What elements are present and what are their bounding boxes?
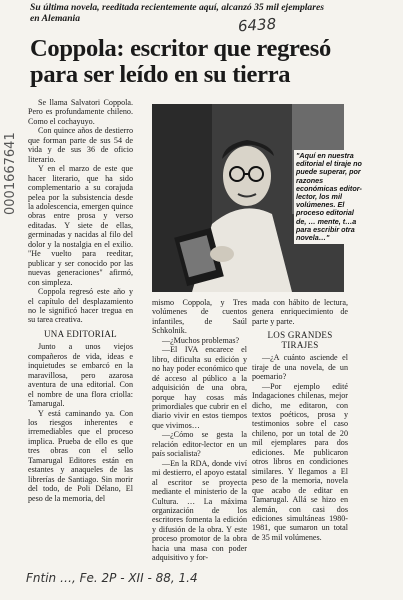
headline: Coppola: escritor que regresó para ser leído en su tierra [30,35,331,88]
paragraph: mismo Coppola, y Tres volúmenes de cuentos infantiles, de Saúl Schkolnik. [152,298,247,336]
paragraph: —El IVA encarece el libro, dificulta su edición y no hay poder económico que dé acceso al público a la adquisición de una obra, porque hay cosas más primordiales que cubrir en el diario vivir en estos tiempos que vivimos… [152,345,247,430]
paragraph: —En la RDA, donde viví mi destierro, el apoyo estatal al escritor se proyecta mediante el ministerio de la Cultura. … La máxima organización de los escritores fomenta la edición y difusión de la obra. Y este proceso promotor de la obra hacia una masa con poder adquisitivo y for- [152,458,247,563]
handwritten-source-note: Fntin …, Fe. 2P - XII - 88, 1.4 [26,571,198,585]
paragraph: mada con hábito de lectura, genera enriquecimiento de parte y parte. [252,298,348,326]
handwritten-number: 6438 [237,14,277,36]
paragraph: —¿Muchos problemas? [162,335,240,345]
column-3 [252,298,348,542]
column-2 [152,298,247,563]
paragraph: —¿A cuánto asciende el tiraje de una novela, de un poemario? [252,353,348,382]
subheading: LOS GRANDES TIRAJES [267,330,333,350]
subheading: UNA EDITORIAL [44,328,117,339]
archive-code: 0001667641 [3,132,18,215]
paragraph: Se llama Salvatori Coppola. Pero es profundamente chileno. Como el cochayuyo. [28,98,133,126]
paragraph: Y está caminando ya. Con los riesgos inherentes e irremediables que el proceso implica. Prueba de ello es que tres obras con el sello Tamarugal Editores están en estantes y anaqueles de las librerías de Santiago. Sin morir del todo, de Poli Délano, El peso de la memoria, del [28,408,133,503]
paragraph: Con quince años de destierro que forman parte de sus 54 de vida y de sus 36 de oficio literario. [28,126,133,164]
deck-subtitle: Su última novela, reeditada recientemente aquí, alcanzó 35 mil ejemplares en Alemania [30,2,324,24]
paragraph: —Por ejemplo edité Indagaciones chilenas, mejor dicho, me editaron, con textos poéticos, prosa y testimonios sobre el caso chileno, por un total de 20 mil ejemplares para dos ediciones. Me publicaron otros libros en condiciones similares. Y llegamos a El peso de la memoria, novela que acabo de editar en Tamarugal. Allá se hizo en alemán, con casi dos ediciones simultáneas 1980-1981, que sumaron un total de 35 mil volúmenes. [252,381,348,542]
paragraph: Junto a unos viejos compañeros de vida, ideas e inquietudes se embarcó en la maravillosa, pero azarosa aventura de una editorial. Con el nombre de una flora criolla: Tamarugal. [28,342,133,409]
paragraph: Coppola regresó este año y el capítulo del desplazamiento no le significó hacer tregua en su tarea creativa. [28,287,133,325]
paragraph: —¿Cómo se gesta la relación editor-lector en un país socialista? [152,430,247,459]
paragraph: Y en el marzo de este que hacer literario, que ha sido complementario a su corajuda pelea por la subsistencia desde la adolescencia, emergen quince obras entre prosa y verso editadas. Y siete de ellas, germinadas y nacidas al filo del dolor y la nostalgia en el exilio. "He vuelto para reeditar, publicar y ser conocido por las nuevas generaciones" afirmó, con simpleza. [28,164,133,287]
column-1 [28,98,133,503]
photo-caption: "Aquí en nuestra editorial el tiraje no puede superar, por razones económicas editor-lector, los mil volúmenes. El proceso editorial de, … mente, t…a para escribir otra novela…" [294,150,368,244]
